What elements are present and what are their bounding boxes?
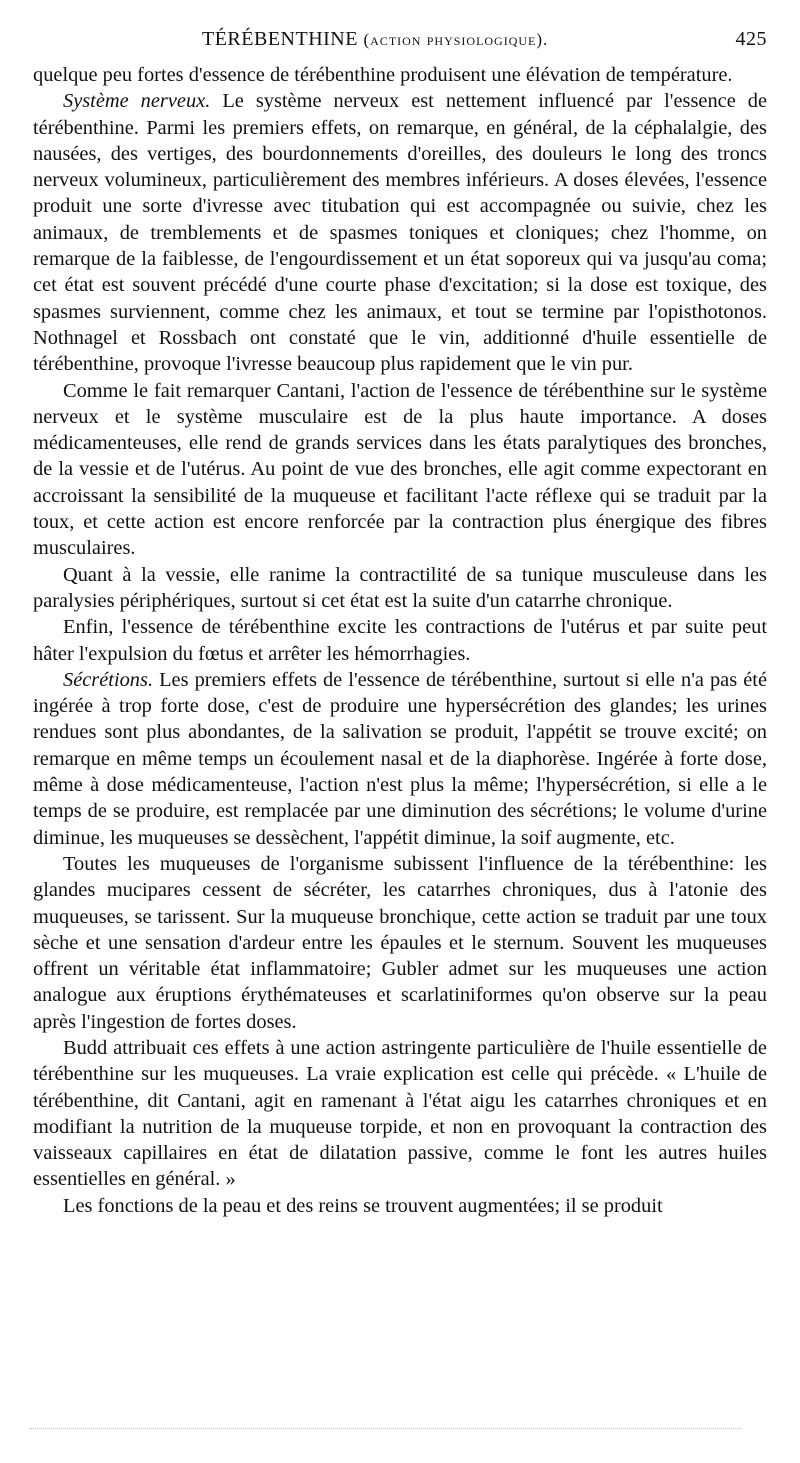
paragraph (33, 562, 767, 615)
paragraph-text: quelque peu fortes d'essence de térébenthine produisent une élévation de température. (33, 64, 733, 86)
page-number: 425 (735, 28, 767, 50)
running-title-sub: (action physiologique). (363, 30, 549, 49)
section-lead: Sécrétions. (63, 668, 154, 691)
paragraph-text: Quant à la vessie, elle ranime la contractilité de sa tunique musculeuse dans les paralysies périphériques, surtout si cet état est la suite d'un catarrhe chronique. (33, 563, 767, 612)
paragraph (33, 851, 767, 1035)
running-title-main: TÉRÉBENTHINE (202, 28, 358, 50)
body-text (33, 62, 767, 1219)
paragraph-text: Toutes les muqueuses de l'organisme subissent l'influence de la térébenthine: les glandes mucipares cessent de sécréter, les catarrhes chroniques, dus à l'atonie des muqueuses, se tarissent. Sur la muqueuse bronchique, cette action se traduit par une toux sèche et une sensation d'ardeur entre les épaules et le sternum. Souvent les muqueuses offrent un véritable état inflammatoire; Gubler admet sur les muqueuses une action analogue aux éruptions érythémateuses et scarlatiniformes qu'on observe sur la peau après l'ingestion de fortes doses. (33, 852, 767, 1033)
running-head (34, 28, 769, 58)
paragraph (33, 62, 767, 88)
paragraph-text: Les premiers effets de l'essence de térébenthine, surtout si elle n'a pas été ingérée à trop forte dose, c'est de produire une hypersécrétion des glandes; les urines rendues sont plus abondantes, de la salivation se produit, l'appétit se trouve excité; on remarque en même temps un écoulement nasal et de la diaphorèse. Ingérée à forte dose, même à dose médicamenteuse, l'action n'est plus la même; l'hypersécrétion, si elle a le temps de se produire, est remplacée par une diminution des sécrétions; le volume d'urine diminue, les muqueuses se dessèchent, l'appétit diminue, la soif augmente, etc. (33, 668, 767, 849)
paragraph (33, 88, 767, 377)
paragraph (33, 378, 767, 562)
paragraph-text: Enfin, l'essence de térébenthine excite les contractions de l'utérus et par suite peut hâter l'expulsion du fœtus et arrêter les hémorrhagies. (33, 616, 767, 665)
paragraph (33, 667, 767, 851)
paragraph (33, 614, 767, 667)
paragraph (33, 1193, 767, 1219)
paragraph-text: Les fonctions de la peau et des reins se trouvent augmentées; il se produit (63, 1194, 663, 1217)
paragraph (33, 1035, 767, 1193)
section-lead: Système nerveux. (63, 90, 211, 113)
paragraph-text: Le système nerveux est nettement influencé par l'essence de térébenthine. Parmi les premiers effets, on remarque, en général, de la céphalalgie, des nausées, des vertiges, des bourdonnements d'oreilles, des douleurs le long des troncs nerveux volumineux, particulièrement des membres inférieurs. A doses élevées, l'essence produit une sorte d'ivresse avec titubation qui est accompagnée ou suivie, chez les animaux, de tremblements et de spasmes toniques et cloniques; chez l'homme, on remarque de la faiblesse, de l'engourdissement et un état soporeux qui va jusqu'au coma; cet état est souvent précédé d'une courte phase d'excitation; si la dose est toxique, des spasmes surviennent, comme chez les animaux, et tout se termine par l'opisthotonos. Nothnagel et Rossbach ont constaté que le vin, additionné d'huile essentielle de térébenthine, provoque l'ivresse beaucoup plus rapidement que le vin pur. (33, 90, 767, 376)
running-title (202, 28, 548, 51)
bottom-rule (30, 1428, 740, 1429)
paragraph-text: Comme le fait remarquer Cantani, l'action de l'essence de térébenthine sur le système nerveux et le système musculaire est de la plus haute importance. A doses médicamenteuses, elle rend de grands services dans les états paralytiques des bronches, de la vessie et de l'utérus. Au point de vue des bronches, elle agit comme expectorant en accroissant la sensibilité de la muqueuse et facilitant l'acte réflexe qui se traduit par la toux, et cette action est encore renforcée par la contraction plus énergique des fibres musculaires. (33, 379, 767, 560)
paragraph-text: Budd attribuait ces effets à une action astringente particulière de l'huile essentielle de térébenthine sur les muqueuses. La vraie explication est celle qui précède. « L'huile de térébenthine, dit Cantani, agit en ramenant à l'état aigu les catarrhes chroniques et en modifiant la nutrition de la muqueuse torpide, et non en provoquant la contraction des vaisseaux capillaires en état de dilatation passive, comme le font les autres huiles essentielles en général. » (33, 1036, 767, 1191)
